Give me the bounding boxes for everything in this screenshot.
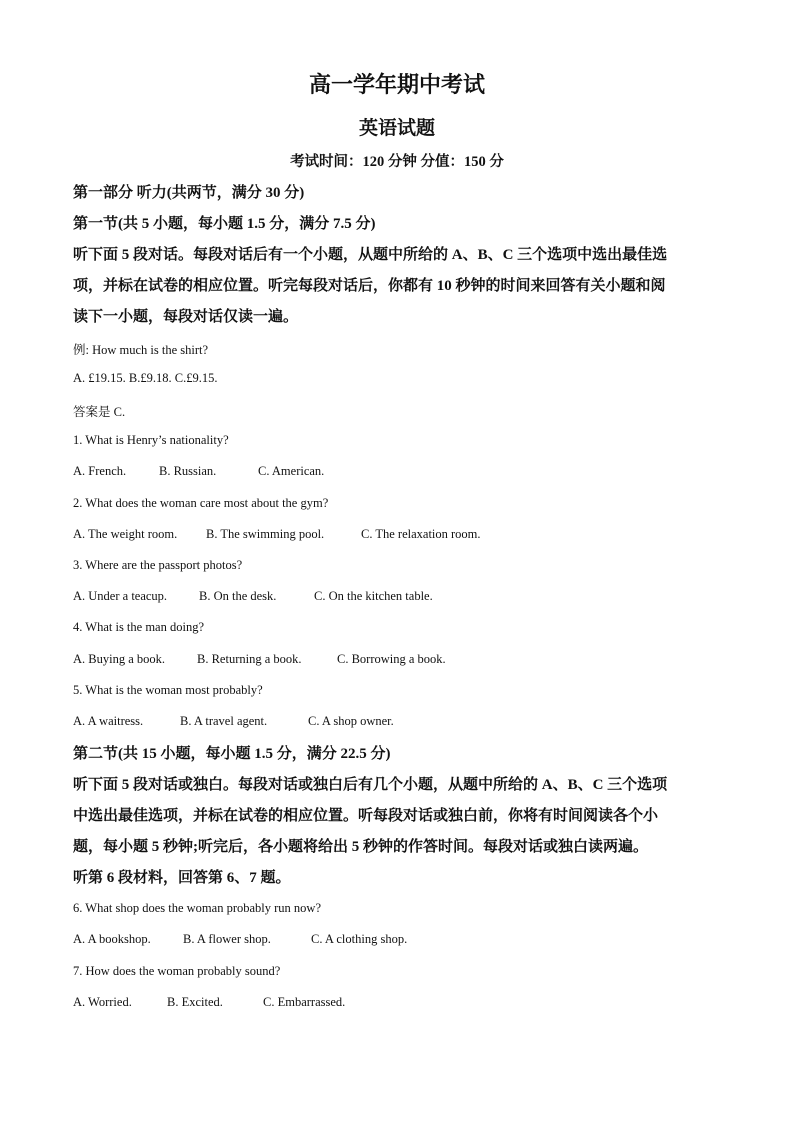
option-a: A. A bookshop. xyxy=(73,932,151,946)
option-c: C. On the kitchen table. xyxy=(314,589,433,603)
section1-instructions-line: 项，并标在试卷的相应位置。听完每段对话后，你都有 10 秒钟的时间来回答有关小题和阅 xyxy=(73,278,666,294)
option-a: A. French. xyxy=(73,464,127,478)
question-6-options xyxy=(73,932,407,947)
exam-subtitle: 英语试题 xyxy=(358,118,435,139)
material-heading: 听第 6 段材料，回答第 6、7 题。 xyxy=(73,870,291,886)
option-b: B. A flower shop. xyxy=(183,932,271,946)
option-a: A. The weight room. xyxy=(73,527,178,541)
option-a: A. Under a teacup. xyxy=(73,589,168,603)
section1-instructions-line: 听下面 5 段对话。每段对话后有一个小题，从题中所给的 A、B、C 三个选项中选出最佳选 xyxy=(73,247,668,263)
example-answer: 答案是 C. xyxy=(73,405,126,419)
question-5: 5. What is the woman most probably? xyxy=(73,683,263,697)
option-c: C. American. xyxy=(258,464,325,478)
section2-heading: 第二节(共 15 小题，每小题 1.5 分，满分 22.5 分) xyxy=(73,746,391,762)
example-question: 例: How much is the shirt? xyxy=(73,343,209,357)
option-b: B. Returning a book. xyxy=(197,652,302,666)
option-c: C. The relaxation room. xyxy=(361,527,481,541)
section1-heading: 第一节(共 5 小题，每小题 1.5 分，满分 7.5 分) xyxy=(73,216,376,232)
option-c: C. A shop owner. xyxy=(308,714,394,728)
option-c: C. A clothing shop. xyxy=(311,932,408,946)
example-options: A. £19.15. B.£9.18. C.£9.15. xyxy=(73,371,218,385)
option-b: B. On the desk. xyxy=(199,589,277,603)
section1-instructions-line: 读下一小题，每段对话仅读一遍。 xyxy=(73,309,299,325)
option-c: C. Embarrassed. xyxy=(263,995,346,1009)
option-a: A. Worried. xyxy=(73,995,132,1009)
question-5-options xyxy=(73,714,394,729)
question-1: 1. What is Henry’s nationality? xyxy=(73,433,229,447)
question-3-options xyxy=(73,589,433,604)
question-7-options xyxy=(73,995,345,1010)
question-2: 2. What does the woman care most about the gym? xyxy=(73,496,329,510)
option-c: C. Borrowing a book. xyxy=(337,652,446,666)
option-b: B. The swimming pool. xyxy=(206,527,325,541)
option-a: A. Buying a book. xyxy=(73,652,166,666)
section2-instructions-line: 中选出最佳选项，并标在试卷的相应位置。听每段对话或独白前，你将有时间阅读各个小 xyxy=(73,808,659,824)
section2-instructions-line: 题，每小题 5 秒钟;听完后，各小题将给出 5 秒钟的作答时间。每段对话或独白读两遍。 xyxy=(73,839,648,855)
question-4: 4. What is the man doing? xyxy=(73,620,204,634)
option-b: B. A travel agent. xyxy=(180,714,268,728)
section2-instructions-line: 听下面 5 段对话或独白。每段对话或独白后有几个小题，从题中所给的 A、B、C 三个选项 xyxy=(73,777,668,793)
option-b: B. Excited. xyxy=(167,995,223,1009)
part1-heading: 第一部分 听力(共两节，满分 30 分) xyxy=(73,185,305,201)
exam-info: 考试时间：120 分钟 分值：150 分 xyxy=(290,154,504,170)
question-1-options xyxy=(73,464,324,479)
question-6: 6. What shop does the woman probably run now? xyxy=(73,901,321,915)
exam-title: 高一学年期中考试 xyxy=(308,72,485,97)
option-b: B. Russian. xyxy=(159,464,217,478)
question-4-options xyxy=(73,652,446,667)
option-a: A. A waitress. xyxy=(73,714,144,728)
question-3: 3. Where are the passport photos? xyxy=(73,558,243,572)
question-2-options xyxy=(73,527,481,542)
question-7: 7. How does the woman probably sound? xyxy=(73,964,281,978)
